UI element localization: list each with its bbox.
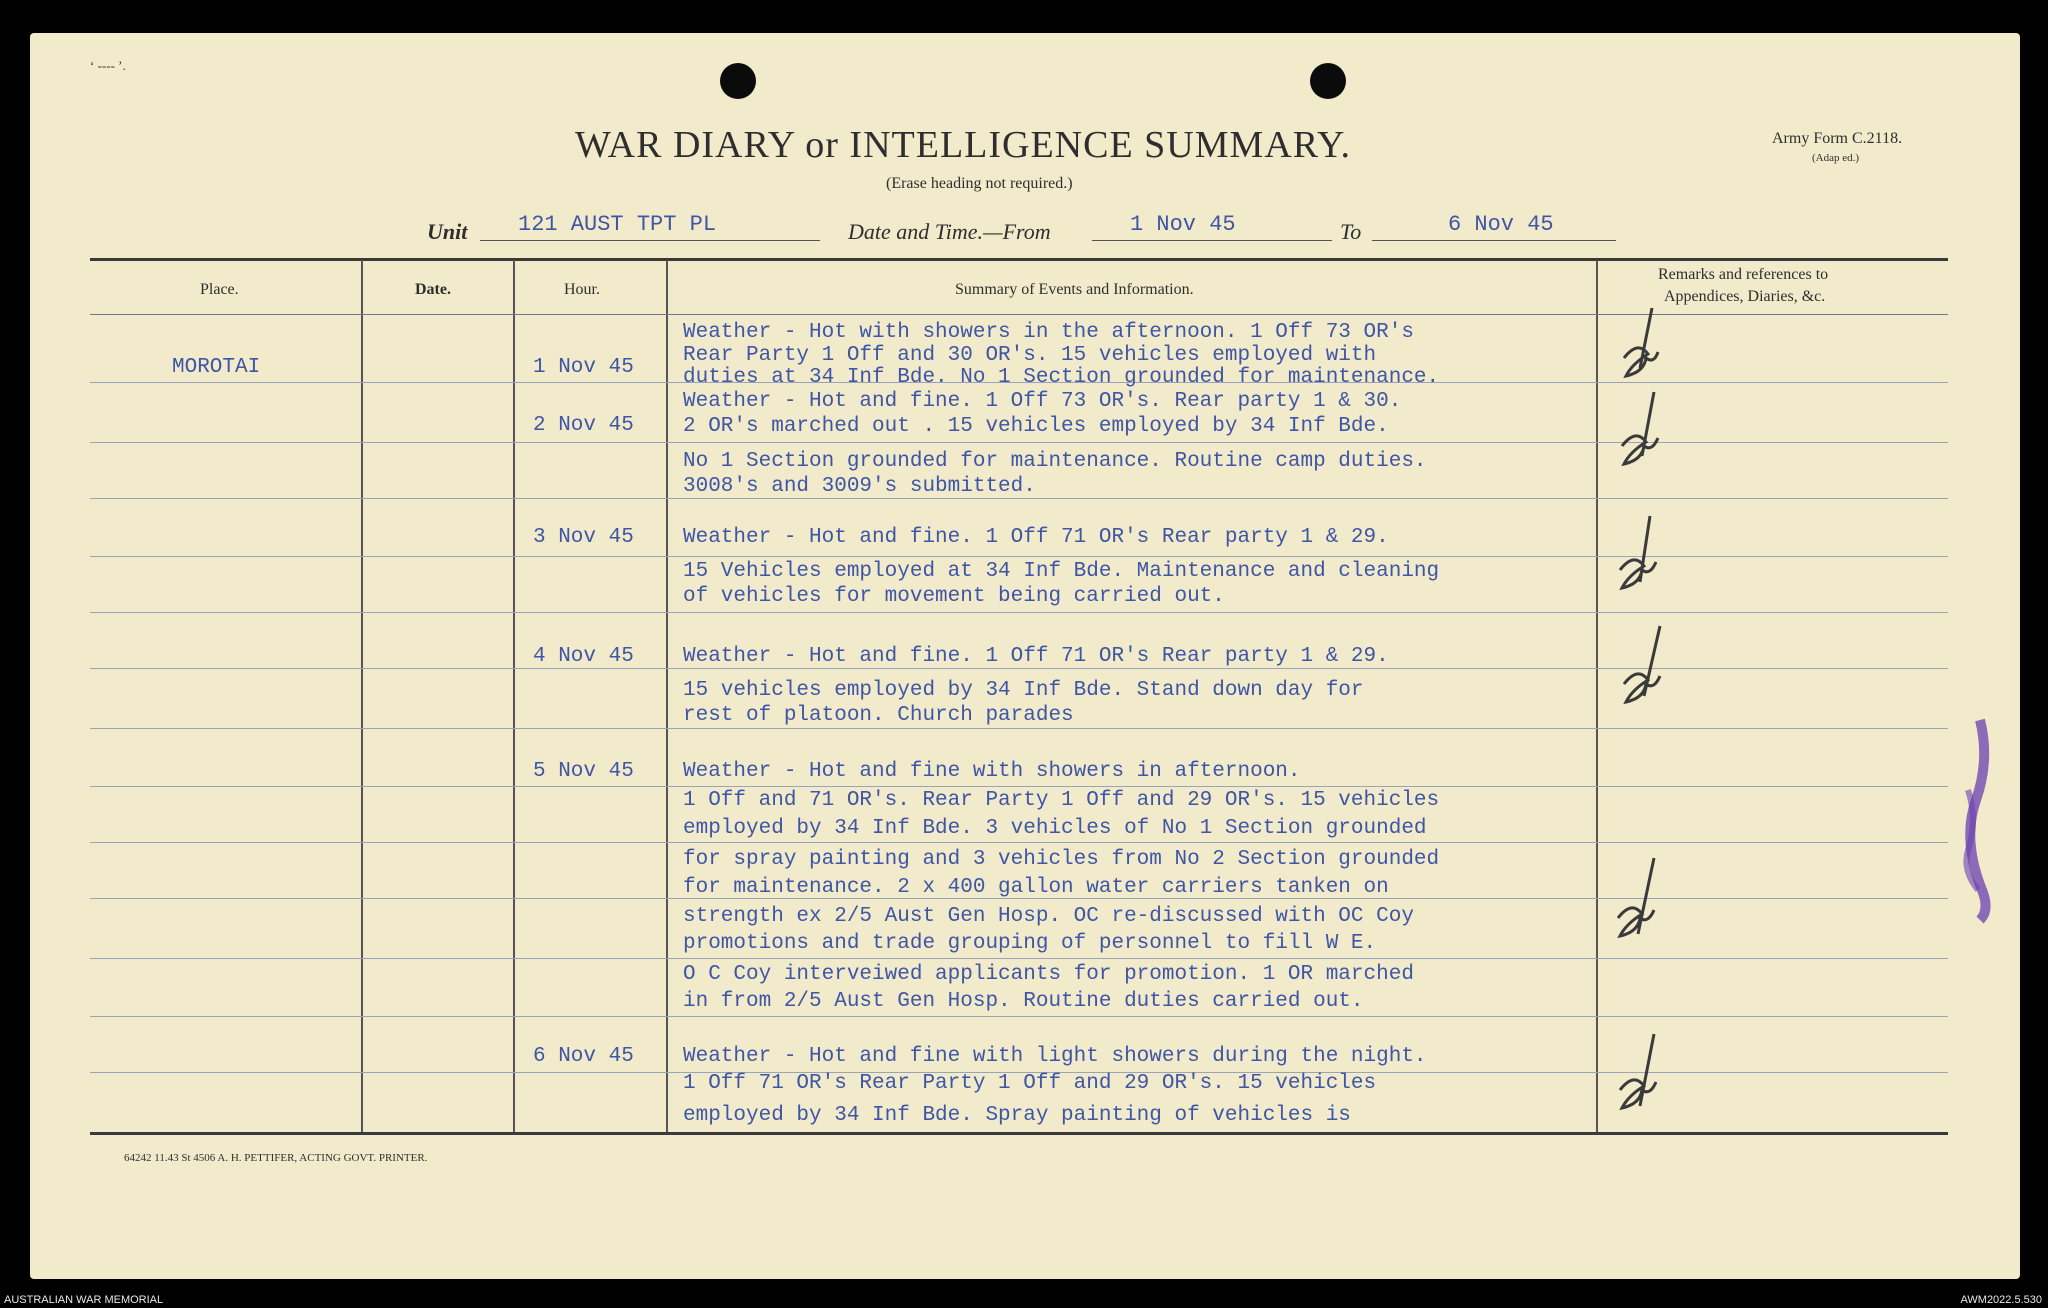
summary-line: Weather - Hot and fine with showers in afternoon. xyxy=(683,760,1301,783)
initials-signature xyxy=(1614,622,1672,718)
summary-line: 15 vehicles employed by 34 Inf Bde. Stand down day for xyxy=(683,679,1364,702)
column-header-place: Place. xyxy=(200,281,239,298)
summary-line: for maintenance. 2 x 400 gallon water carriers tanken on xyxy=(683,876,1389,899)
from-date-value: 1 Nov 45 xyxy=(1130,212,1236,237)
summary-line: O C Coy interveiwed applicants for promotion. 1 OR marched xyxy=(683,963,1414,986)
hour-entry: 6 Nov 45 xyxy=(533,1045,634,1068)
column-divider xyxy=(513,260,515,1132)
ruled-line xyxy=(90,556,1948,557)
column-header-summary: Summary of Events and Information. xyxy=(955,281,1194,298)
initials-signature xyxy=(1612,298,1670,394)
footer-accession-number: AWM2022.5.530 xyxy=(1960,1294,2042,1306)
place-value: MOROTAI xyxy=(172,356,261,379)
hour-entry: 3 Nov 45 xyxy=(533,526,634,549)
summary-line: 1 Off 71 OR's Rear Party 1 Off and 29 OR's. 15 vehicles xyxy=(683,1072,1377,1095)
unit-value: 121 AUST TPT PL xyxy=(518,212,717,237)
summary-line: Weather - Hot and fine. 1 Off 71 OR's Rear party 1 & 29. xyxy=(683,526,1389,549)
column-divider xyxy=(361,260,363,1132)
punch-hole-right xyxy=(1310,63,1346,99)
ink-stamp-smudge xyxy=(1950,710,2000,930)
summary-line: Rear Party 1 Off and 30 OR's. 15 vehicles employed with xyxy=(683,344,1377,367)
summary-line: employed by 34 Inf Bde. 3 vehicles of No 1 Section grounded xyxy=(683,817,1427,840)
army-form-adapted: (Adap ed.) xyxy=(1812,152,1860,164)
page-subtitle: (Erase heading not required.) xyxy=(886,175,1073,192)
initials-signature xyxy=(1608,854,1666,950)
summary-line: 15 Vehicles employed at 34 Inf Bde. Maintenance and cleaning xyxy=(683,560,1440,583)
date-time-label: Date and Time.—From xyxy=(848,219,1051,244)
printer-imprint: 64242 11.43 St 4506 A. H. PETTIFER, ACTING GOVT. PRINTER. xyxy=(124,1152,428,1164)
column-header-remarks-2: Appendices, Diaries, &c. xyxy=(1664,288,1826,305)
summary-line: in from 2/5 Aust Gen Hosp. Routine duties carried out. xyxy=(683,990,1364,1013)
initials-signature xyxy=(1610,1030,1668,1126)
column-divider xyxy=(1596,260,1598,1132)
unit-label: Unit xyxy=(427,219,468,244)
summary-line: for spray painting and 3 vehicles from No 2 Section grounded xyxy=(683,848,1440,871)
summary-line: strength ex 2/5 Aust Gen Hosp. OC re-discussed with OC Coy xyxy=(683,905,1414,928)
summary-line: Weather - Hot and fine. 1 Off 71 OR's Rear party 1 & 29. xyxy=(683,645,1389,668)
summary-line: employed by 34 Inf Bde. Spray painting of vehicles is xyxy=(683,1104,1351,1127)
summary-line: Weather - Hot and fine with light showers during the night. xyxy=(683,1045,1427,1068)
hour-entry: 4 Nov 45 xyxy=(533,645,634,668)
ruled-line xyxy=(90,728,1948,729)
to-date-value: 6 Nov 45 xyxy=(1448,212,1554,237)
page-title: WAR DIARY or INTELLIGENCE SUMMARY. xyxy=(575,124,1352,166)
ruled-line xyxy=(90,842,1948,843)
summary-line: 1 Off and 71 OR's. Rear Party 1 Off and 29 OR's. 15 vehicles xyxy=(683,789,1440,812)
army-form-number: Army Form C.2118. xyxy=(1772,130,1903,147)
table-bottom-rule xyxy=(90,1132,1948,1135)
summary-line: 3008's and 3009's submitted. xyxy=(683,475,1036,498)
column-divider xyxy=(666,260,668,1132)
column-header-date: Date. xyxy=(415,281,451,298)
hour-entry: 2 Nov 45 xyxy=(533,414,634,437)
summary-line: 2 OR's marched out . 15 vehicles employed by 34 Inf Bde. xyxy=(683,415,1389,438)
hour-entry: 5 Nov 45 xyxy=(533,760,634,783)
table-top-rule xyxy=(90,258,1948,261)
summary-line: of vehicles for movement being carried out. xyxy=(683,585,1225,608)
corner-mark: ‘ ---- ’. xyxy=(90,58,126,73)
summary-line: No 1 Section grounded for maintenance. Routine camp duties. xyxy=(683,450,1427,473)
ruled-line xyxy=(90,612,1948,613)
summary-line: rest of platoon. Church parades xyxy=(683,704,1074,727)
column-header-remarks: Remarks and references to xyxy=(1658,266,1829,283)
hour-entry: 1 Nov 45 xyxy=(533,356,634,379)
footer-source: AUSTRALIAN WAR MEMORIAL xyxy=(4,1294,164,1306)
ruled-line xyxy=(90,786,1948,787)
ruled-line xyxy=(90,958,1948,959)
punch-hole-left xyxy=(720,63,756,99)
initials-signature xyxy=(1612,384,1670,480)
summary-line: Weather - Hot and fine. 1 Off 73 OR's. Rear party 1 & 30. xyxy=(683,390,1402,413)
ruled-line xyxy=(90,498,1948,499)
summary-line: duties at 34 Inf Bde. No 1 Section grounded for maintenance. xyxy=(683,366,1440,389)
initials-signature xyxy=(1610,510,1668,606)
to-label: To xyxy=(1340,219,1362,244)
ruled-line xyxy=(90,1016,1948,1017)
summary-line: Weather - Hot with showers in the afternoon. 1 Off 73 OR's xyxy=(683,321,1414,344)
summary-line: promotions and trade grouping of personnel to fill W E. xyxy=(683,932,1377,955)
column-header-hour: Hour. xyxy=(564,281,600,298)
